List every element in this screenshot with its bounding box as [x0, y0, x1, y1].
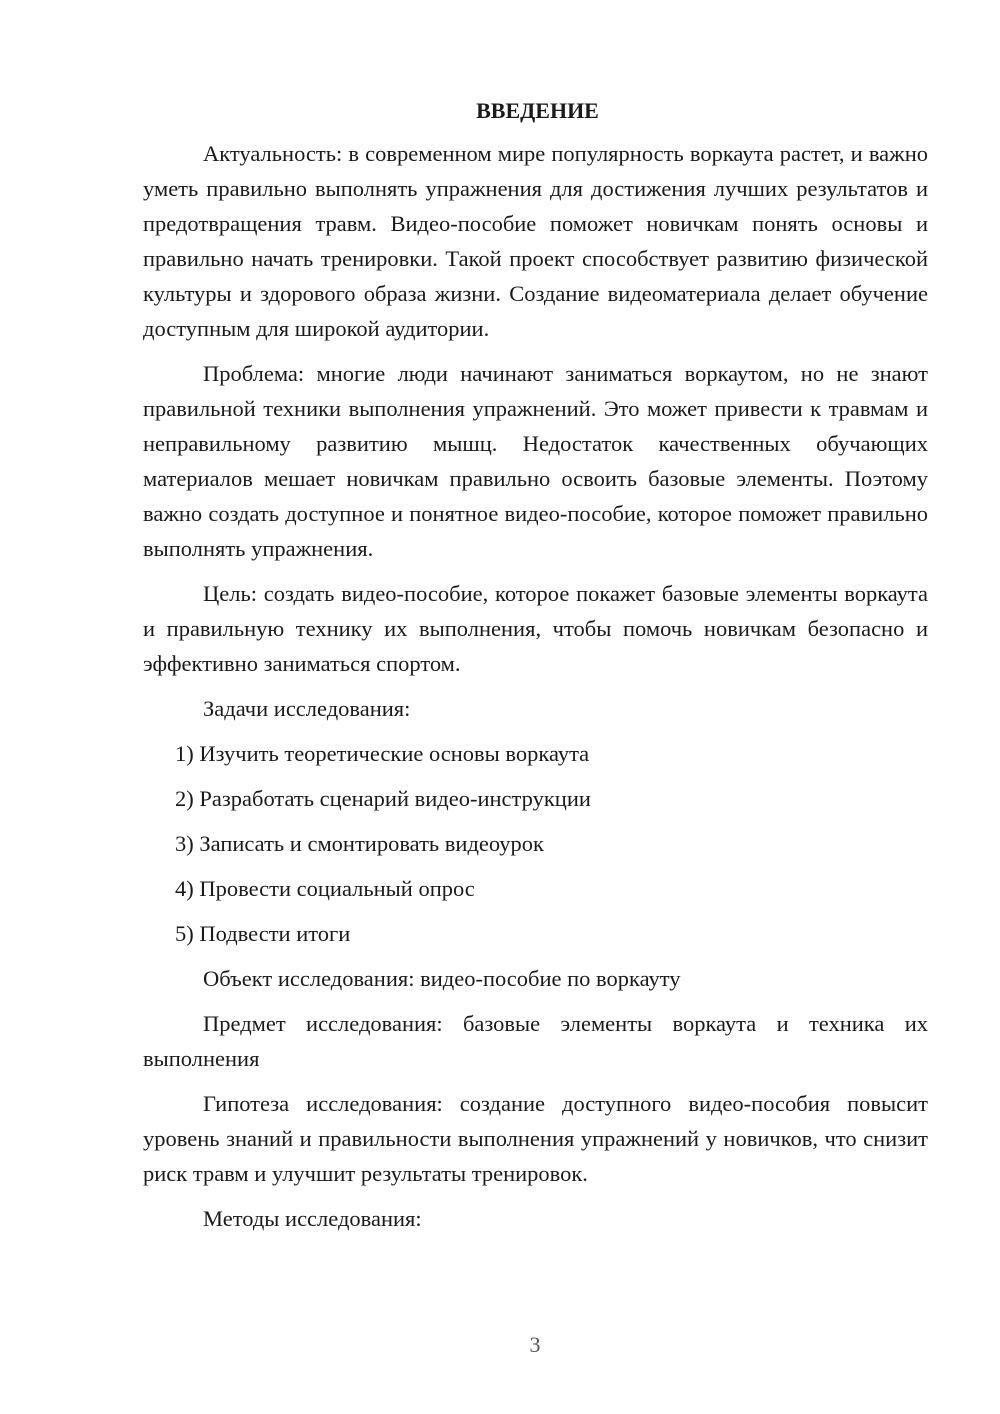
page-content	[143, 93, 928, 1246]
research-subject: Предмет исследования: базовые элементы воркаута и техника их выполнения	[143, 1011, 928, 1071]
task-item-1: 1) Изучить теоретические основы воркаута	[175, 741, 590, 766]
task-item-5: 5) Подвести итоги	[175, 921, 351, 946]
methods-title: Методы исследования:	[203, 1206, 422, 1231]
hypothesis-paragraph: Гипотеза исследования: создание доступного видео-пособия повысит уровень знаний и правильности выполнения упражнений у новичков, что снизит риск травм и улучшит результаты тренировок.	[143, 1091, 928, 1186]
section-heading: ВВЕДЕНИЕ	[476, 98, 599, 123]
problem-paragraph: Проблема: многие люди начинают заниматься воркаутом, но не знают правильной техники выполнения упражнений. Это может привести к травмам и неправильному развитию мышц. Недостаток качественных обучающих материалов мешает новичкам правильно освоить базовые элементы. Поэтому важно создать доступное и понятное видео-пособие, которое поможет правильно выполнять упражнения.	[143, 361, 928, 561]
relevance-paragraph: Актуальность: в современном мире популярность воркаута растет, и важно уметь правильно выполнять упражнения для достижения лучших результатов и предотвращения травм. Видео-пособие поможет новичкам понять основы и правильно начать тренировки. Такой проект способствует развитию физической культуры и здорового образа жизни. Создание видеоматериала делает обучение доступным для широкой аудитории.	[143, 141, 928, 341]
research-object: Объект исследования: видео-пособие по воркауту	[203, 966, 681, 991]
goal-paragraph: Цель: создать видео-пособие, которое покажет базовые элементы воркаута и правильную технику их выполнения, чтобы помочь новичкам безопасно и эффективно заниматься спортом.	[143, 581, 928, 676]
page-number: 3	[529, 1332, 541, 1357]
task-item-4: 4) Провести социальный опрос	[175, 876, 475, 901]
task-item-3: 3) Записать и смонтировать видеоурок	[175, 831, 544, 856]
tasks-title: Задачи исследования:	[203, 696, 411, 721]
task-item-2: 2) Разработать сценарий видео-инструкции	[175, 786, 591, 811]
